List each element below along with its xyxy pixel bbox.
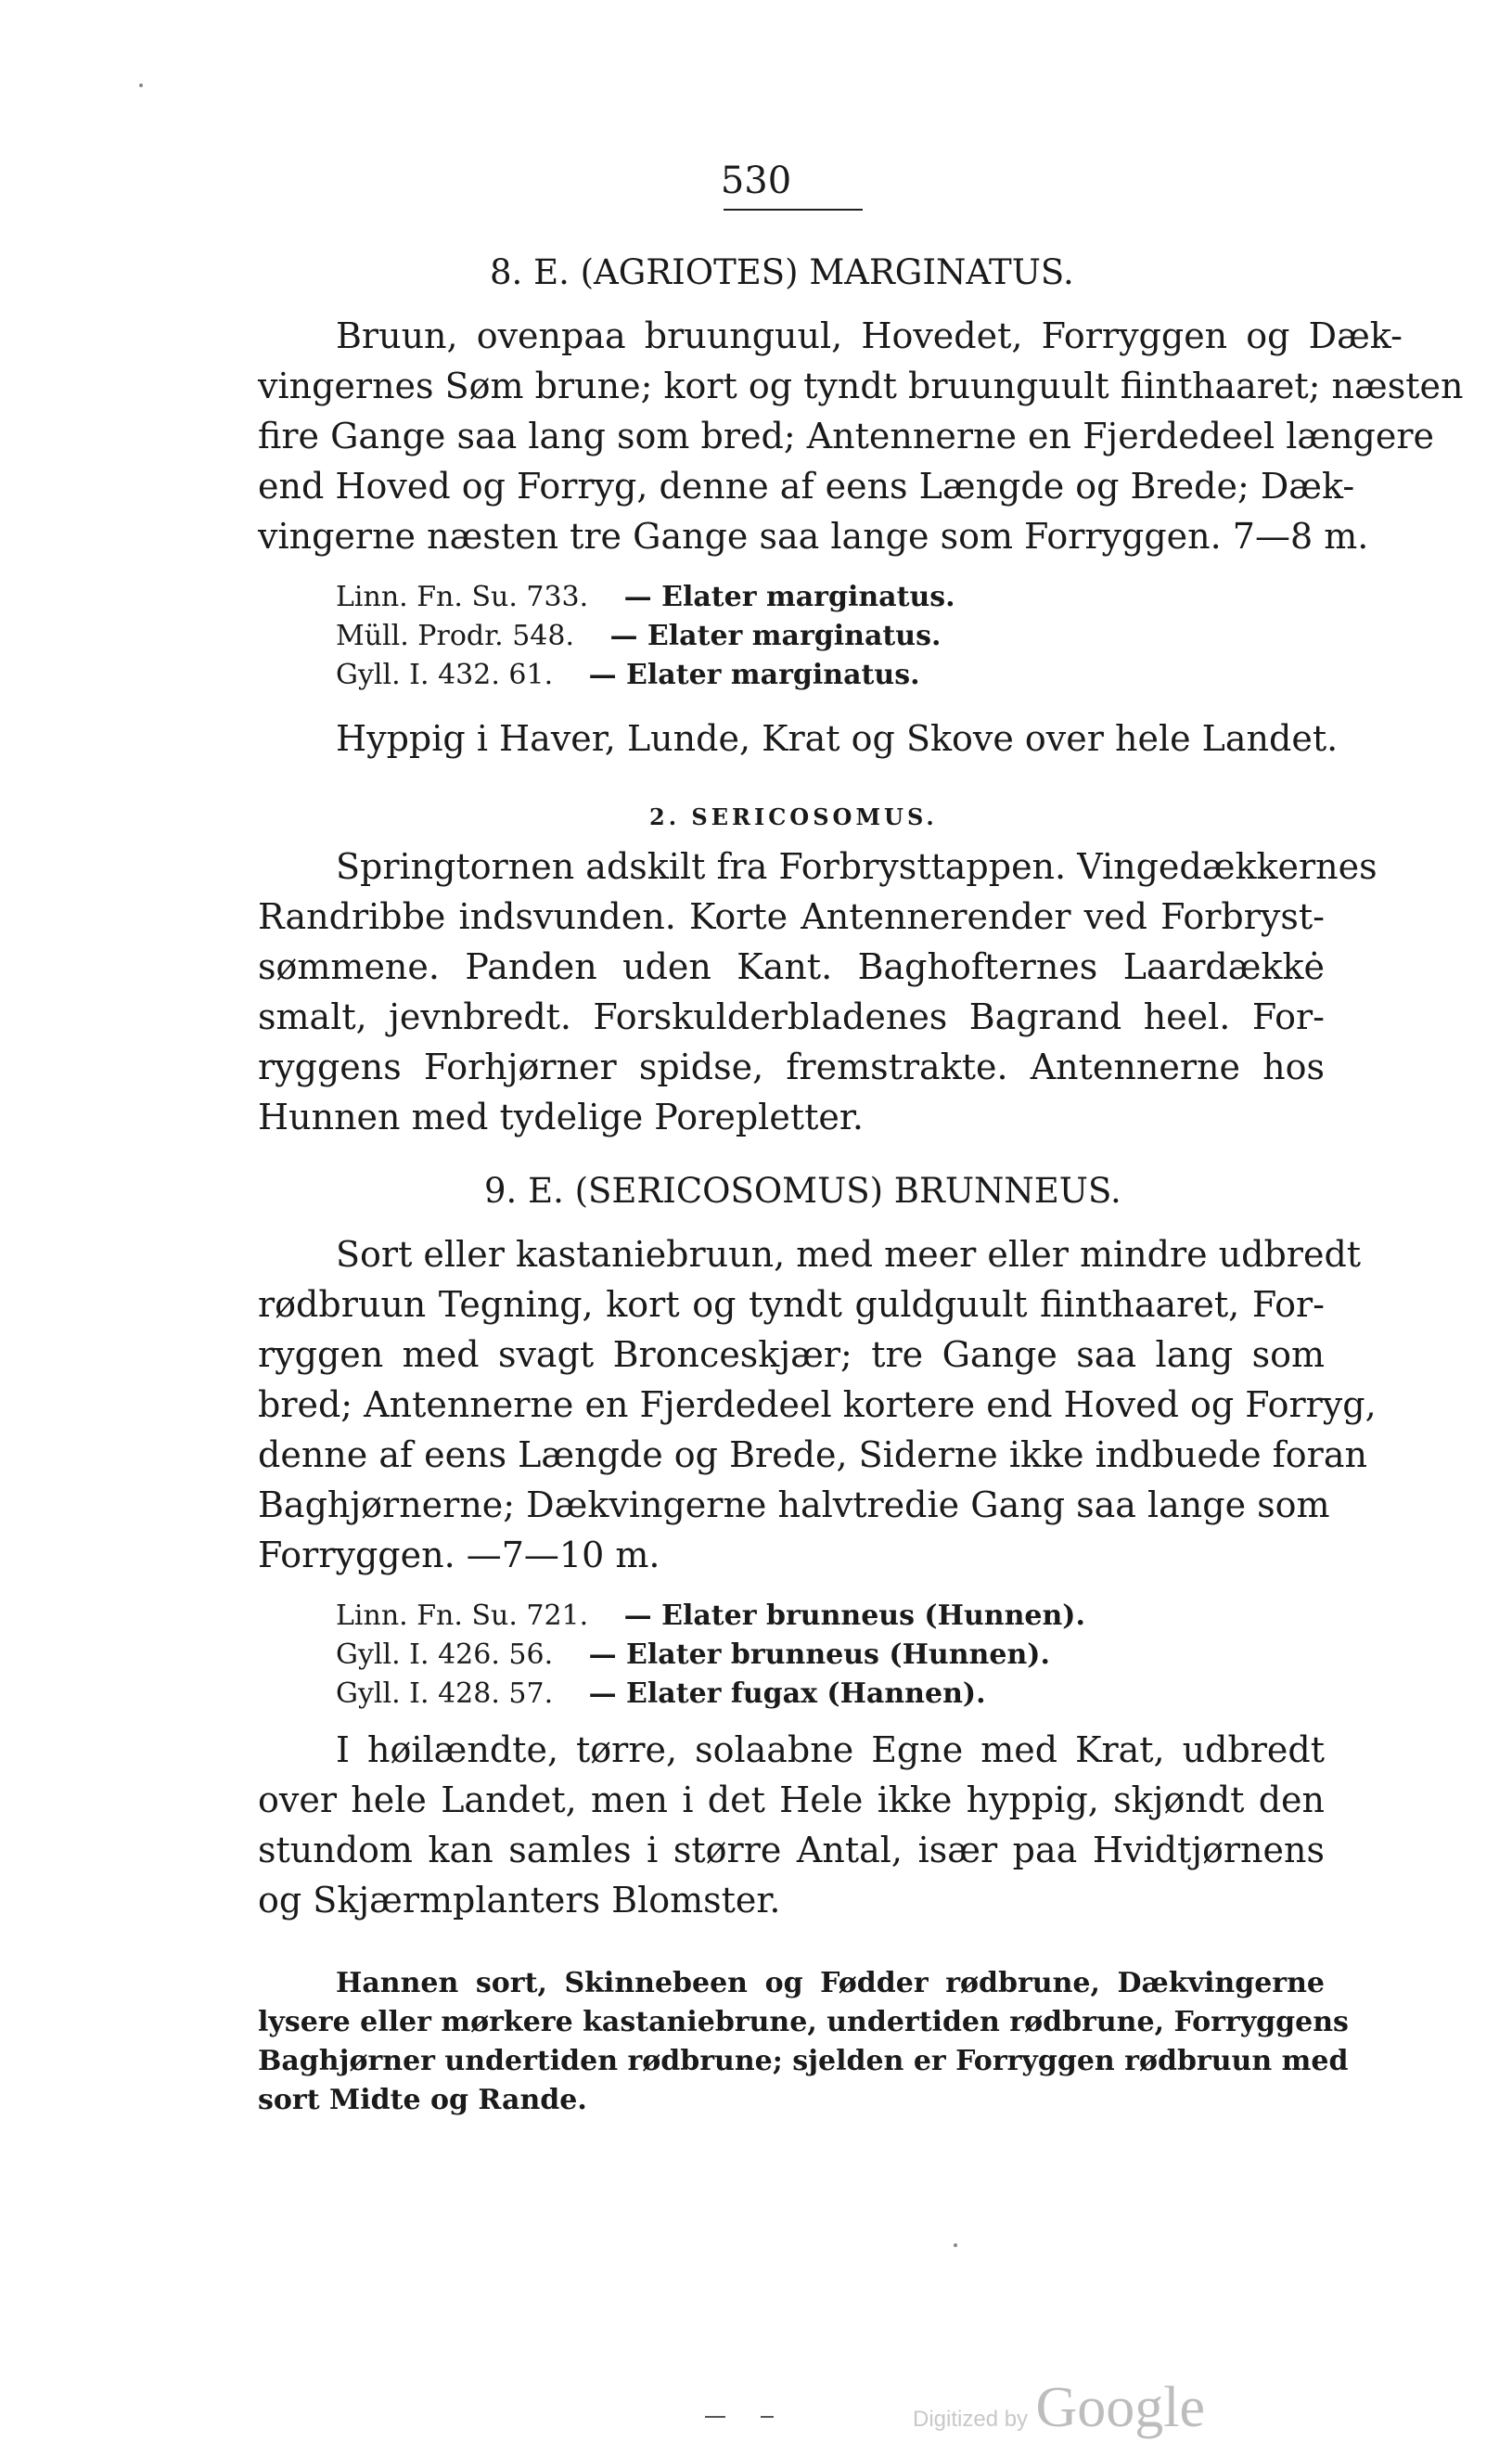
entry-9-heading: 9. E. (SERICOSOMUS) BRUNNEUS. bbox=[484, 1171, 1121, 1211]
text-line: sort Midte og Rande. bbox=[258, 2084, 587, 2116]
reference-name: — Elater marginatus. bbox=[623, 581, 955, 613]
reference-line bbox=[336, 581, 955, 613]
reference-source: Gyll. I. 428. 57. bbox=[336, 1677, 554, 1710]
text-line: rødbruun Tegning, kort og tyndt guldguult fiinthaaret, For- bbox=[258, 1284, 1325, 1325]
text-line: Forryggen. —7—10 m. bbox=[258, 1535, 660, 1575]
text-line: fire Gange saa lang som bred; Antennerne en Fjerdedeel længere bbox=[258, 416, 1435, 456]
digitized-watermark bbox=[913, 2375, 1205, 2441]
reference-name: — Elater marginatus. bbox=[588, 659, 920, 691]
page-number-rule bbox=[724, 209, 863, 211]
text-line: bred; Antennerne en Fjerdedeel kortere end Hoved og Forryg, bbox=[258, 1384, 1377, 1425]
reference-source: Gyll. I. 432. 61. bbox=[336, 659, 554, 691]
text-line: stundom kan samles i større Antal, især paa Hvidtjørnens bbox=[258, 1830, 1325, 1870]
scan-mark bbox=[705, 2416, 725, 2418]
text-line: sømmene. Panden uden Kant. Baghofternes Laardækkė bbox=[258, 946, 1325, 987]
text-line: vingerne næsten tre Gange saa lange som Forryggen. 7—8 m. bbox=[258, 516, 1369, 557]
scan-speck bbox=[954, 2243, 957, 2247]
reference-name: — Elater fugax (Hannen). bbox=[588, 1677, 986, 1710]
text-line: Sort eller kastaniebruun, med meer eller mindre udbredt bbox=[336, 1234, 1362, 1275]
text-line: ryggens Forhjørner spidse, fremstrakte. Antennerne hos bbox=[258, 1047, 1325, 1087]
text-line: Randribbe indsvunden. Korte Antennerender ved Forbryst- bbox=[258, 896, 1325, 937]
text-line: vingernes Søm brune; kort og tyndt bruunguult fiinthaaret; næsten bbox=[258, 366, 1464, 406]
text-line: end Hoved og Forryg, denne af eens Længde og Brede; Dæk- bbox=[258, 466, 1355, 507]
reference-source: Gyll. I. 426. 56. bbox=[336, 1638, 554, 1671]
reference-source: Müll. Prodr. 548. bbox=[336, 620, 575, 652]
text-line: I høilændte, tørre, solaabne Egne med Krat, udbredt bbox=[336, 1729, 1325, 1770]
text-line: Bruun, ovenpaa bruunguul, Hovedet, Forryggen og Dæk- bbox=[336, 315, 1403, 356]
entry-8-habitat: Hyppig i Haver, Lunde, Krat og Skove over hele Landet. bbox=[336, 718, 1339, 759]
text-line: over hele Landet, men i det Hele ikke hyppig, skjøndt den bbox=[258, 1779, 1325, 1820]
reference-line bbox=[336, 620, 941, 652]
page-number: 530 bbox=[720, 160, 792, 202]
reference-name: — Elater brunneus (Hunnen). bbox=[623, 1599, 1085, 1632]
google-logo: Google bbox=[1035, 2376, 1206, 2439]
reference-line bbox=[336, 1677, 986, 1710]
reference-source: Linn. Fn. Su. 721. bbox=[336, 1599, 589, 1632]
text-line: Hunnen med tydelige Porepletter. bbox=[258, 1097, 864, 1137]
text-line: ryggen med svagt Bronceskjær; tre Gange saa lang som bbox=[258, 1334, 1325, 1375]
text-line: denne af eens Længde og Brede, Siderne ikke indbuede foran bbox=[258, 1434, 1367, 1475]
subgenus-heading: 2. SERICOSOMUS. bbox=[649, 803, 938, 830]
reference-line bbox=[336, 659, 920, 691]
scan-speck bbox=[139, 84, 143, 87]
reference-line bbox=[336, 1599, 1085, 1632]
text-line: Springtornen adskilt fra Forbrysttappen. Vingedækkernes bbox=[336, 846, 1377, 887]
text-line: Baghjørnerne; Dækvingerne halvtredie Gang saa lange som bbox=[258, 1484, 1330, 1525]
scan-mark bbox=[761, 2416, 774, 2418]
text-line: Baghjørner undertiden rødbrune; sjelden er Forryggen rødbruun med bbox=[258, 2045, 1349, 2077]
reference-name: — Elater marginatus. bbox=[609, 620, 942, 652]
text-line: Hannen sort, Skinnebeen og Fødder rødbrune, Dækvingerne bbox=[336, 1967, 1325, 1999]
text-line: lysere eller mørkere kastaniebrune, undertiden rødbrune, Forryggens bbox=[258, 2006, 1349, 2038]
text-line: smalt, jevnbredt. Forskulderbladenes Bagrand heel. For- bbox=[258, 996, 1325, 1037]
reference-source: Linn. Fn. Su. 733. bbox=[336, 581, 589, 613]
entry-8-heading: 8. E. (AGRIOTES) MARGINATUS. bbox=[490, 252, 1074, 292]
reference-line bbox=[336, 1638, 1050, 1671]
text-line: og Skjærmplanters Blomster. bbox=[258, 1880, 781, 1921]
reference-name: — Elater brunneus (Hunnen). bbox=[588, 1638, 1050, 1671]
digitized-label: Digitized by bbox=[913, 2407, 1029, 2432]
